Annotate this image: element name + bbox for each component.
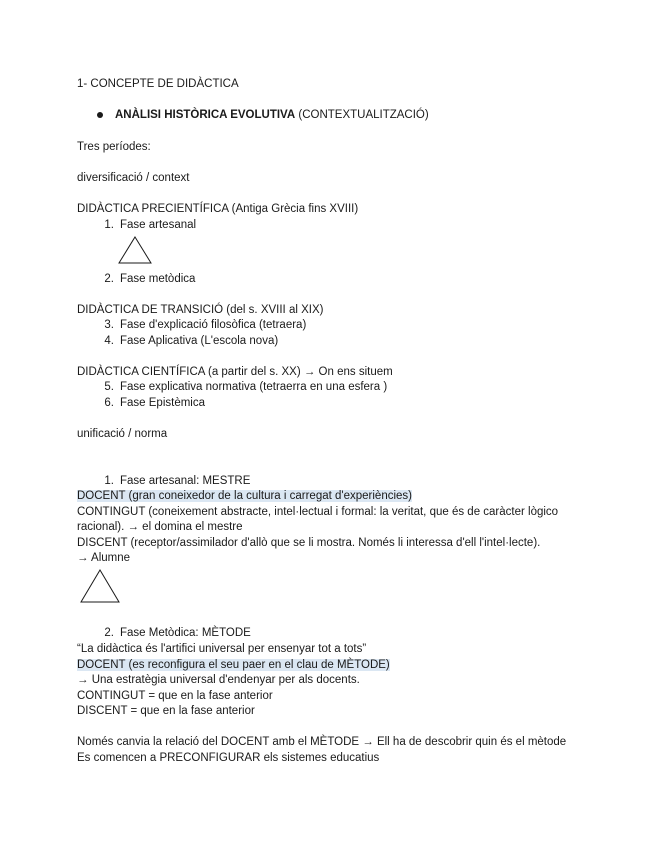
triangle-icon xyxy=(80,569,120,603)
paragraph-unificacio: unificació / norma xyxy=(77,428,168,440)
item-text: Fase Metòdica: MÈTODE xyxy=(120,627,251,639)
bullet-bold-text: ANÀLISI HISTÒRICA EVOLUTIVA xyxy=(115,109,296,121)
section3-title: DIDÀCTICA CIENTÍFICA (a partir del s. XX) → On ens situem xyxy=(77,366,393,378)
fase2-quote: “La didàctica és l'artifici universal per ensenyar tot a tots” xyxy=(77,643,367,655)
item-number: 3. xyxy=(104,319,114,331)
item-text: Fase explicativa normativa (tetraerra en una esfera ) xyxy=(120,381,388,393)
section2-title: DIDÀCTICA DE TRANSICIÓ (del s. XVIII al XIX) xyxy=(77,304,324,316)
fase1-alumne: → Alumne xyxy=(77,552,131,564)
item-number: 1. xyxy=(104,475,114,487)
fase1-contingut-line2: racional). → el domina el mestre xyxy=(77,521,243,533)
conclusion-line1: Només canvia la relació del DOCENT amb el MÈTODE → Ell ha de descobrir quin és el mètode xyxy=(77,736,567,748)
fase2-title xyxy=(96,626,251,640)
highlighted-text: DOCENT (gran coneixedor de la cultura i carregat d'experiències) xyxy=(77,490,412,502)
bullet-dot xyxy=(97,112,103,118)
section-heading: 1- CONCEPTE DE DIDÀCTICA xyxy=(77,78,239,90)
item-number: 5. xyxy=(104,381,114,393)
fase2-discent: DISCENT = que en la fase anterior xyxy=(77,705,255,717)
section2-item-2 xyxy=(96,334,278,348)
item-number: 2. xyxy=(104,273,114,285)
paragraph-diversificacio: diversificació / context xyxy=(77,172,190,184)
highlighted-text: DOCENT (es reconfigura el seu paer en el clau de MÈTODE) xyxy=(77,659,390,671)
triangle-icon xyxy=(118,236,152,264)
fase1-docent xyxy=(77,489,412,503)
section2-item-1 xyxy=(96,318,306,332)
item-text: Fase artesanal xyxy=(120,219,197,231)
fase2-estrategia: → Una estratègia universal d'endenyar per als docents. xyxy=(77,674,360,686)
fase1-discent: DISCENT (receptor/assimilador d'allò que se li mostra. Només li interessa d'ell l'intel·lecte). xyxy=(77,537,541,549)
item-text: Fase Epistèmica xyxy=(120,397,206,409)
item-text: Fase d'explicació filosòfica (tetraera) xyxy=(120,319,307,331)
paragraph-tres-periodes: Tres períodes: xyxy=(77,141,151,153)
bullet-rest-text: (CONTEXTUALITZACIÓ) xyxy=(295,109,429,121)
fase1-contingut-line1: CONTINGUT (coneixement abstracte, intel·lectual i formal: la veritat, que és de caràcter lògico xyxy=(77,506,559,518)
section1-item-1 xyxy=(96,218,196,232)
section3-item-2 xyxy=(96,396,205,410)
conclusion-line2: Es comencen a PRECONFIGURAR els sistemes educatius xyxy=(77,752,380,764)
section3-item-1 xyxy=(96,380,387,394)
item-text: Fase metòdica xyxy=(120,273,196,285)
bullet-item xyxy=(115,108,429,122)
item-number: 1. xyxy=(104,219,114,231)
fase2-docent xyxy=(77,658,390,672)
item-text: Fase Aplicativa (L'escola nova) xyxy=(120,335,279,347)
item-number: 6. xyxy=(104,397,114,409)
fase2-contingut: CONTINGUT = que en la fase anterior xyxy=(77,690,273,702)
section1-title: DIDÀCTICA PRECIENTÍFICA (Antiga Grècia fins XVIII) xyxy=(77,203,359,215)
item-text: Fase artesanal: MESTRE xyxy=(120,475,251,487)
item-number: 4. xyxy=(104,335,114,347)
section1-item-2 xyxy=(96,272,195,286)
item-number: 2. xyxy=(104,627,114,639)
fase1-title xyxy=(96,474,250,488)
